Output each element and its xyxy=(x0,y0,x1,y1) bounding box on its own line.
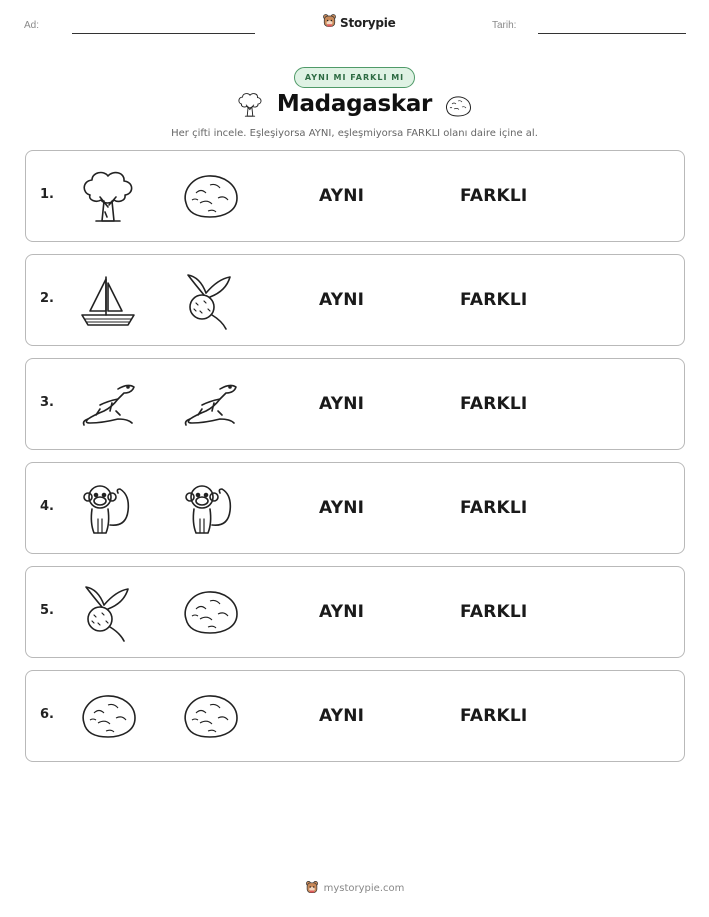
boat-icon xyxy=(78,271,138,331)
lychee-icon xyxy=(78,583,138,643)
option-same[interactable]: AYNI xyxy=(319,498,365,518)
footer-site[interactable]: mystorypie.com xyxy=(323,883,405,894)
question-row-3 xyxy=(25,358,685,450)
option-same[interactable]: AYNI xyxy=(319,706,365,726)
option-same[interactable]: AYNI xyxy=(319,186,365,206)
name-label: Ad: xyxy=(24,20,40,31)
title-row xyxy=(0,89,709,125)
brand-logo xyxy=(322,13,396,32)
option-different[interactable]: FARKLI xyxy=(460,602,528,622)
bear-mascot-icon xyxy=(305,879,319,898)
monkey-icon xyxy=(180,479,240,539)
option-different[interactable]: FARKLI xyxy=(460,290,528,310)
row-number: 3. xyxy=(40,395,54,410)
date-label: Tarih: xyxy=(492,20,517,31)
rock-icon xyxy=(180,583,240,643)
row-number: 5. xyxy=(40,603,54,618)
footer xyxy=(0,879,709,898)
option-different[interactable]: FARKLI xyxy=(460,186,528,206)
tree-icon xyxy=(78,167,138,227)
question-row-6 xyxy=(25,670,685,762)
row-number: 2. xyxy=(40,291,54,306)
name-line[interactable] xyxy=(72,33,255,34)
rock-icon xyxy=(443,91,473,125)
lychee-icon xyxy=(180,271,240,331)
question-row-5 xyxy=(25,566,685,658)
rock-icon xyxy=(78,687,138,747)
row-number: 6. xyxy=(40,707,54,722)
question-row-1 xyxy=(25,150,685,242)
worksheet-title: Madagaskar xyxy=(276,91,433,117)
lizard-icon xyxy=(180,375,240,435)
option-different[interactable]: FARKLI xyxy=(460,706,528,726)
instructions: Her çifti incele. Eşleşiyorsa AYNI, eşleşmiyorsa FARKLI olanı daire içine al. xyxy=(171,128,538,139)
rock-icon xyxy=(180,167,240,227)
option-same[interactable]: AYNI xyxy=(319,602,365,622)
date-line[interactable] xyxy=(538,33,686,34)
option-different[interactable]: FARKLI xyxy=(460,394,528,414)
question-row-4 xyxy=(25,462,685,554)
row-number: 4. xyxy=(40,499,54,514)
lizard-icon xyxy=(78,375,138,435)
rock-icon xyxy=(180,687,240,747)
monkey-icon xyxy=(78,479,138,539)
question-row-2 xyxy=(25,254,685,346)
worksheet-type-badge: AYNI MI FARKLI MI xyxy=(294,67,415,88)
brand-name: Storypie xyxy=(340,15,396,30)
option-different[interactable]: FARKLI xyxy=(460,498,528,518)
option-same[interactable]: AYNI xyxy=(319,290,365,310)
bear-mascot-icon xyxy=(322,13,337,32)
option-same[interactable]: AYNI xyxy=(319,394,365,414)
row-number: 1. xyxy=(40,187,54,202)
